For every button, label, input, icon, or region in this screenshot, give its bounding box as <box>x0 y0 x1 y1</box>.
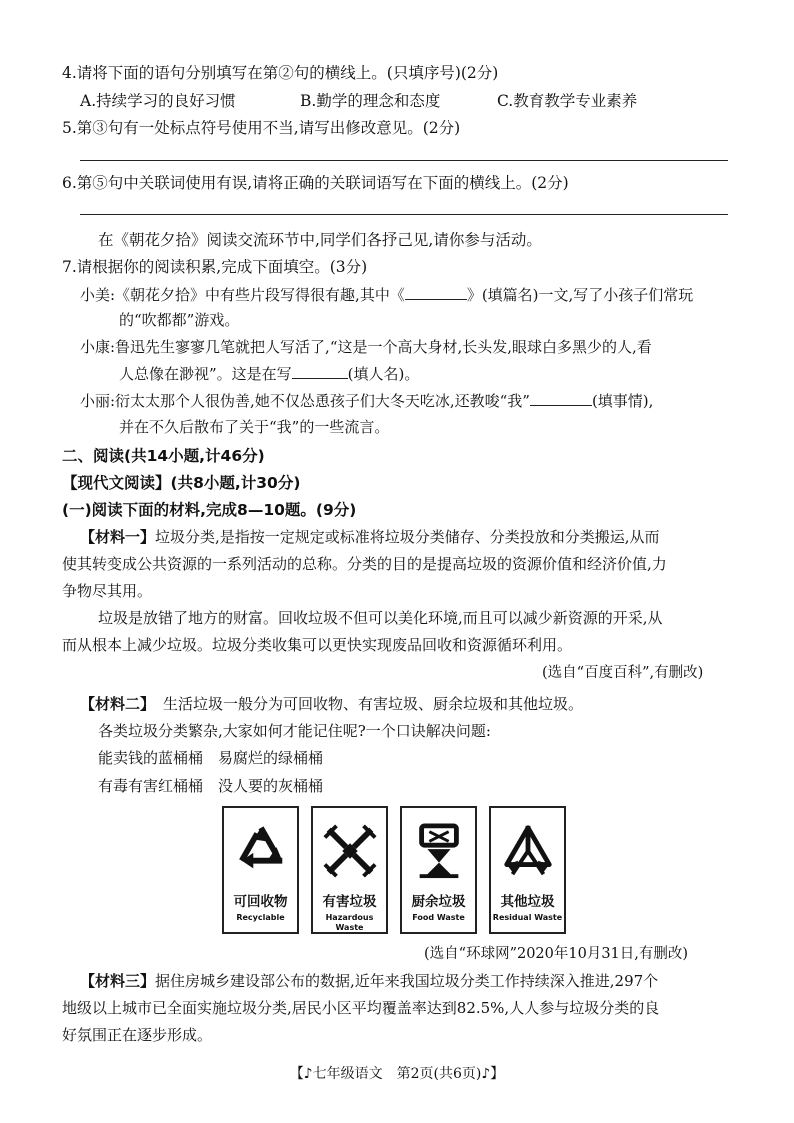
bin-label-cn: 厨余垃圾 <box>411 894 466 910</box>
option-c: C.教育教学专业素养 <box>497 92 638 110</box>
bin-hazardous <box>311 806 388 934</box>
question-7-stem: 7.请根据你的阅读积累,完成下面填空。(3分) <box>62 258 368 276</box>
activity-intro: 在《朝花夕拾》阅读交流环节中,同学们各抒己见,请你参与活动。 <box>98 231 542 249</box>
bin-label-en: Hazardous Waste <box>325 913 374 932</box>
bin-label-cn: 可回收物 <box>233 894 288 910</box>
option-b: B.勤学的理念和态度 <box>300 92 441 110</box>
material-3-line-1: 【材料三】据住房城乡建设部公布的数据,近年来我国垃圾分类工作持续深入推进,297个 <box>80 972 659 990</box>
material-1-source: (选自“百度百科”,有删改) <box>542 665 704 681</box>
material-2-line-1: 【材料二】 生活垃圾一般分为可回收物、有害垃圾、厨余垃圾和其他垃圾。 <box>80 695 584 713</box>
bin-label-en: Residual Waste <box>492 913 563 922</box>
material-3-line-2: 地级以上城市已全面实施垃圾分类,居民小区平均覆盖率达到82.5%,人人参与垃圾分类的良 <box>62 999 660 1017</box>
blank-person[interactable] <box>292 362 348 379</box>
xiaoli-line-1: 小丽:衍太太那个人很伪善,她不仅怂恿孩子们大冬天吃冰,还教唆“我” (填事情), <box>80 389 653 412</box>
xiaomei-line-1: 小美:《朝花夕拾》中有些片段写得很有趣,其中《 》(填篇名)一文,写了小孩子们常玩 <box>80 283 693 306</box>
bin-food <box>400 806 477 934</box>
bin-label-cn: 有害垃圾 <box>322 894 377 910</box>
option-a: A.持续学习的良好习惯 <box>80 92 236 110</box>
material-1-line-3: 争物尽其用。 <box>62 582 153 600</box>
food-waste-icon <box>410 822 468 880</box>
material-1-line-5: 而从根本上减少垃圾。垃圾分类收集可以更快实现废品回收和资源循环利用。 <box>62 636 573 654</box>
recycle-icon <box>232 822 290 880</box>
xiaokang-line-1: 小康:鲁迅先生寥寥几笔就把人写活了,“这是一个高大身材,长头发,眼球白多黑少的人,看 <box>80 338 652 356</box>
bin-label-cn: 其他垃圾 <box>500 894 555 910</box>
material-1-line-1: 【材料一】垃圾分类,是指按一定规定或标准将垃圾分类储存、分类投放和分类搬运,从而 <box>80 528 660 546</box>
material-2-verse-2: 有毒有害红桶桶 没人要的灰桶桶 <box>98 777 324 795</box>
bin-label-en: Recyclable <box>236 913 285 922</box>
material-1-line-2: 使其转变成公共资源的一系列活动的总称。分类的目的是提高垃圾的资源价值和经济价值,力 <box>62 555 667 573</box>
blank-title[interactable] <box>405 283 467 300</box>
material-2-line-2: 各类垃圾分类繁杂,大家如何才能记住呢?一个口诀解决问题: <box>98 722 491 740</box>
bin-residual <box>489 806 566 934</box>
question-6-stem: 6.第⑤句中关联词使用有误,请将正确的关联词语写在下面的横线上。(2分) <box>62 174 569 192</box>
blank-event[interactable] <box>530 389 592 406</box>
material-1-line-4: 垃圾是放错了地方的财富。回收垃圾不但可以美化环境,而且可以减少新资源的开采,从 <box>98 609 663 627</box>
bin-recyclable <box>222 806 299 934</box>
question-5-stem: 5.第③句有一处标点符号使用不当,请写出修改意见。(2分) <box>62 119 461 137</box>
xiaoli-line-2: 并在不久后散布了关于“我”的一些流言。 <box>119 418 390 436</box>
section-modern-reading: 【现代文阅读】(共8小题,计30分) <box>62 474 301 492</box>
bin-label-en: Food Waste <box>412 913 465 922</box>
answer-line-q5 <box>80 160 728 161</box>
page-footer: 【♪七年级语文 第2页(共6页)♪】 <box>289 1066 505 1082</box>
residual-icon <box>499 822 557 880</box>
material-3-line-3: 好氛围正在逐步形成。 <box>62 1026 213 1044</box>
section-2-title: 二、阅读(共14小题,计46分) <box>62 447 265 465</box>
hazard-icon <box>321 822 379 880</box>
question-4-stem: 4.请将下面的语句分别填写在第②句的横线上。(只填序号)(2分) <box>62 64 499 82</box>
material-2-verse-1: 能卖钱的蓝桶桶 易腐烂的绿桶桶 <box>98 749 324 767</box>
part-1-heading: (一)阅读下面的材料,完成8—10题。(9分) <box>62 501 357 519</box>
xiaokang-line-2: 人总像在渺视”。这是在写 (填人名)。 <box>119 362 419 385</box>
material-2-source: (选自“环球网”2020年10月31日,有删改) <box>424 946 689 962</box>
xiaomei-line-2: 的“吹都都”游戏。 <box>119 311 240 329</box>
answer-line-q6 <box>80 214 728 215</box>
